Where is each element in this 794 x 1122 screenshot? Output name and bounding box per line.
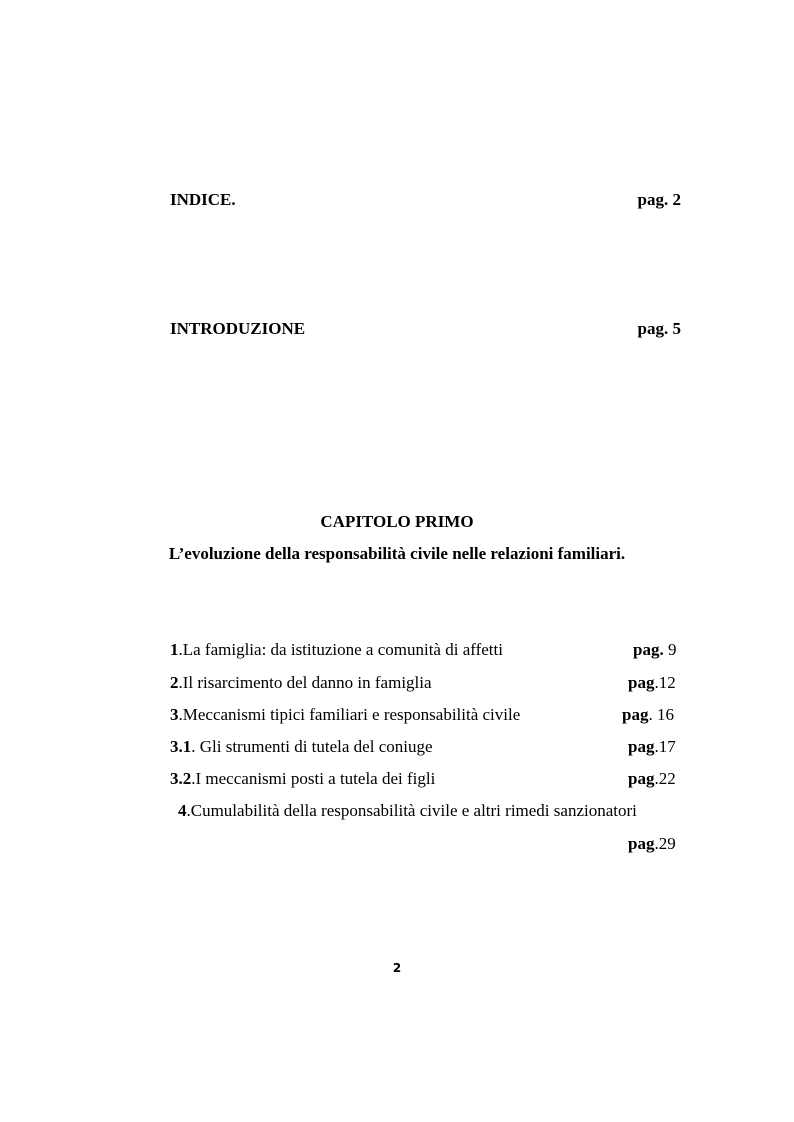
toc-line-indice [170,189,681,211]
entry-title [170,639,503,661]
entry-pag-number: 9 [663,640,677,659]
entry-pag-label: pag [628,769,655,788]
entry-page-ref [633,639,676,661]
chapter-subtitle: L’evoluzione della responsabilità civile nelle relazioni familiari. [168,544,626,563]
entry-pag-label: pag [628,737,655,756]
toc-label: INDICE. [170,190,236,209]
entry-page-ref [628,833,676,855]
entry-pag-number: .17 [654,737,676,756]
entry-pag-label: pag [622,705,649,724]
entry-title [170,704,520,726]
entry-number: 1 [170,640,179,659]
entry-number: 4 [178,801,187,820]
entry-pag-number: .12 [654,673,676,692]
toc-label: INTRODUZIONE [170,319,306,338]
entry-pag-label: pag [628,834,655,853]
page-number: 2 [392,961,402,975]
entry-pag-number: .22 [654,769,676,788]
entry-pag-number: .29 [654,834,676,853]
entry-title [170,672,432,694]
entry-text: .Il risarcimento del danno in famiglia [178,673,432,692]
entry-text: .La famiglia: da istituzione a comunità di affetti [178,640,503,659]
entry-pag-label: pag [628,673,655,692]
entry-title [170,768,435,790]
entry-number: 3.1 [170,737,192,756]
entry-page-ref [628,736,676,758]
toc-page-ref: pag. 5 [637,319,681,338]
entry-page-ref [628,768,676,790]
chapter-heading: CAPITOLO PRIMO [320,512,474,531]
toc-line-introduzione [170,318,681,340]
entry-title [170,736,433,758]
entry-pag-number: . 16 [648,705,674,724]
entry-page-ref [622,704,674,726]
entry-text: .Cumulabilità della responsabilità civile e altri rimedi sanzionatori [186,801,637,820]
toc-page-ref: pag. 2 [637,190,681,209]
entry-number: 3 [170,705,179,724]
entry-pag-label: pag. [633,640,664,659]
entry-text: . Gli strumenti di tutela del coniuge [191,737,433,756]
entry-text: .I meccanismi posti a tutela dei figli [191,769,436,788]
entry-number: 3.2 [170,769,192,788]
entry-number: 2 [170,673,179,692]
entry-title [178,800,637,822]
entry-page-ref [628,672,676,694]
entry-text: .Meccanismi tipici familiari e responsabilità civile [178,705,521,724]
